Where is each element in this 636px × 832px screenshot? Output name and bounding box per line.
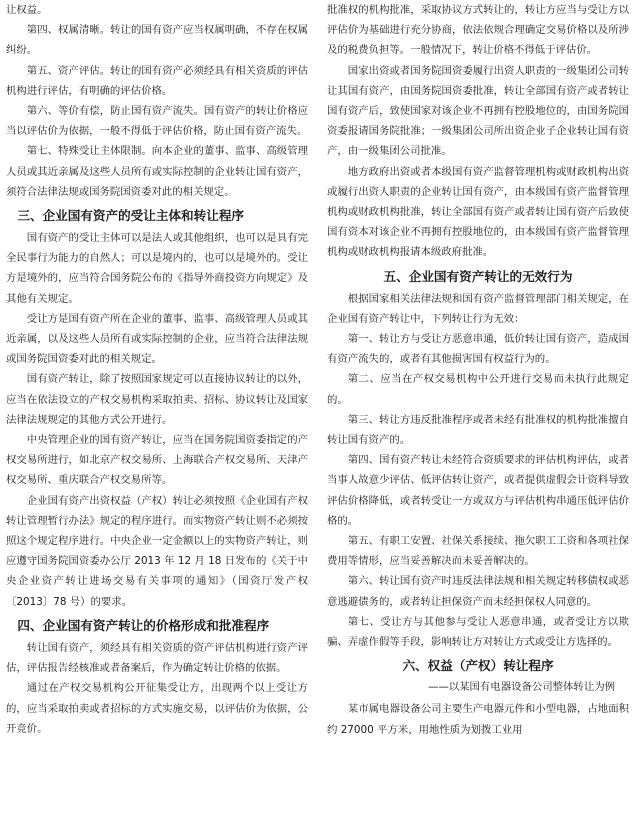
paragraph: 地方政府出资或者本级国有资产监督管理机构或财政机构出资或履行出资人职责的企业转让国有资产，由本级国有资产监督管理机构或财政机构批准，转让全部国有资产或者转让国有资产后致使国有资本对该企业不再拥有控股地位的，由本级国有资产监督管理机构或财政机构报请本级政府批准。	[327, 165, 629, 259]
section-heading-5: 五、企业国有资产转让的无效行为	[383, 268, 573, 284]
paragraph: 根据国家相关法律法规和国有资产监督管理部门相关规定，在企业国有资产转让中，下列转让行为无效：	[327, 292, 629, 325]
paragraph: 国有资产转让，除了按照国家规定可以直接协议转让的以外，应当在依法设立的产权交易机构采取拍卖、招标、协议转让及国家法律法规规定的其他方式公开进行。	[6, 373, 308, 426]
left-column	[6, 0, 308, 739]
right-column	[327, 0, 629, 740]
paragraph: 国有资产的受让主体可以是法人或其他组织，也可以是具有完全民事行为能力的自然人；可以是境内的，也可以是境外的。受让方是境外的，应当符合国务院公布的《指导外商投资方向规定》及其他有关规定。	[6, 232, 308, 305]
section-subtitle: ——以某国有电器设备公司整体转让为例	[427, 681, 615, 694]
paragraph: 第二、应当在产权交易机构中公开进行交易而未执行此规定的。	[327, 373, 629, 406]
paragraph: 第六、等价有偿，防止国有资产流失。国有资产的转让价格应当以评估价为依据，一般不得低于评估价格，防止国有资产流失。	[6, 105, 308, 138]
section-heading-6: 六、权益（产权）转让程序	[402, 658, 554, 674]
paragraph: 第五、资产评估。转让的国有资产必须经具有相关资质的评估机构进行评估，有明确的评估价格。	[6, 64, 308, 97]
paragraph: 批准权的机构批准，采取协议方式转让的，转让方应当与受让方以评估价为基础进行充分协商，依法依规合理确定交易价格以及所涉及的税费负担等。一般情况下，转让价格不得低于评估价。	[327, 4, 629, 57]
paragraph: 第四、权属清晰。转让的国有资产应当权属明确，不存在权属纠纷。	[6, 24, 308, 57]
paragraph: 第六、转让国有资产时违反法律法规和相关规定转移债权或恶意逃避债务的，或者转让担保资产而未经担保权人同意的。	[327, 575, 629, 608]
section-heading-3: 三、企业国有资产的受让主体和转让程序	[17, 208, 245, 224]
paragraph: 通过在产权交易机构公开征集受让方，出现两个以上受让方的，应当采取拍卖或者招标的方式实施交易，以评估价为依据，公开竞价。	[6, 682, 308, 735]
paragraph: 第七、受让方与其他参与受让人恶意串通，或者受让方以欺骗、弄虚作假等手段，影响转让方对转让方式或受让方选择的。	[327, 615, 629, 649]
paragraph: 第七、特殊受让主体限制。向本企业的董事、监事、高级管理人员或其近亲属及这些人员所有或实际控制的企业转让国有资产，须符合法律法规或国务院国资委对此的相关规定。	[6, 145, 308, 198]
paragraph: 第四、国有资产转让未经符合资质要求的评估机构评估，或者当事人故意少评估、低评估转让资产，或者提供虚假会计资料导致评估价格降低，或者转受让一方或双方与评估机构串通压低评估价格的。	[327, 454, 629, 527]
section-heading-4: 四、企业国有资产转让的价格形成和批准程序	[17, 617, 270, 633]
paragraph: 某市属电器设备公司主要生产电器元件和小型电器，占地面积约 27000 平方米，用地性质为划拨工业用	[327, 703, 629, 736]
paragraph: 第五、有职工安置、社保关系接续、拖欠职工工资和各项社保费用等情形，应当妥善解决而未妥善解决的。	[327, 535, 629, 568]
paragraph: 企业国有资产出资权益（产权）转让必须按照《企业国有产权转让管理暂行办法》规定的程序进行。而实物资产转让则不必须按照这个规定程序进行。中央企业一定金额以上的实物资产转让，则应遵守国务院国资委办公厅 2013 年 12 月 18 日发布的《关于中央企业资产转让进场交易有关事项的通知》（国资厅发产权〔2013〕78 号）的要求。	[6, 494, 308, 608]
paragraph: 受让方是国有资产所在企业的董事、监事、高级管理人员或其近亲属，以及这些人员所有或实际控制的企业，应当符合法律法规或国务院国资委对此的相关规定。	[6, 312, 308, 366]
paragraph: 中央管理企业的国有资产转让，应当在国务院国资委指定的产权交易所进行，如北京产权交易所、上海联合产权交易所、天津产权交易所、重庆联合产权交易所等。	[6, 434, 308, 487]
paragraph: 让权益。	[6, 4, 48, 16]
paragraph: 第三、转让方违反批准程序或者未经有批准权的机构批准擅自转让国有资产的。	[327, 413, 629, 447]
paragraph: 转让国有资产，须经具有相关资质的资产评估机构进行资产评估，评估报告经核准或者备案后，作为确定转让价格的依据。	[6, 641, 308, 675]
paragraph: 第一、转让方与受让方恶意串通，低价转让国有资产，造成国有资产流失的，或者有其他损害国有权益行为的。	[327, 333, 629, 366]
paragraph: 国家出资或者国务院国资委履行出资人职责的一级集团公司转让其国有资产，由国务院国资委批准，转让全部国有资产或者转让国有资产后，致使国家对该企业不再拥有控股地位的，由国务院国资委报请国务院批准；一级集团公司所出资企业子企业转让国有资产，由一级集团公司批准。	[327, 64, 629, 158]
